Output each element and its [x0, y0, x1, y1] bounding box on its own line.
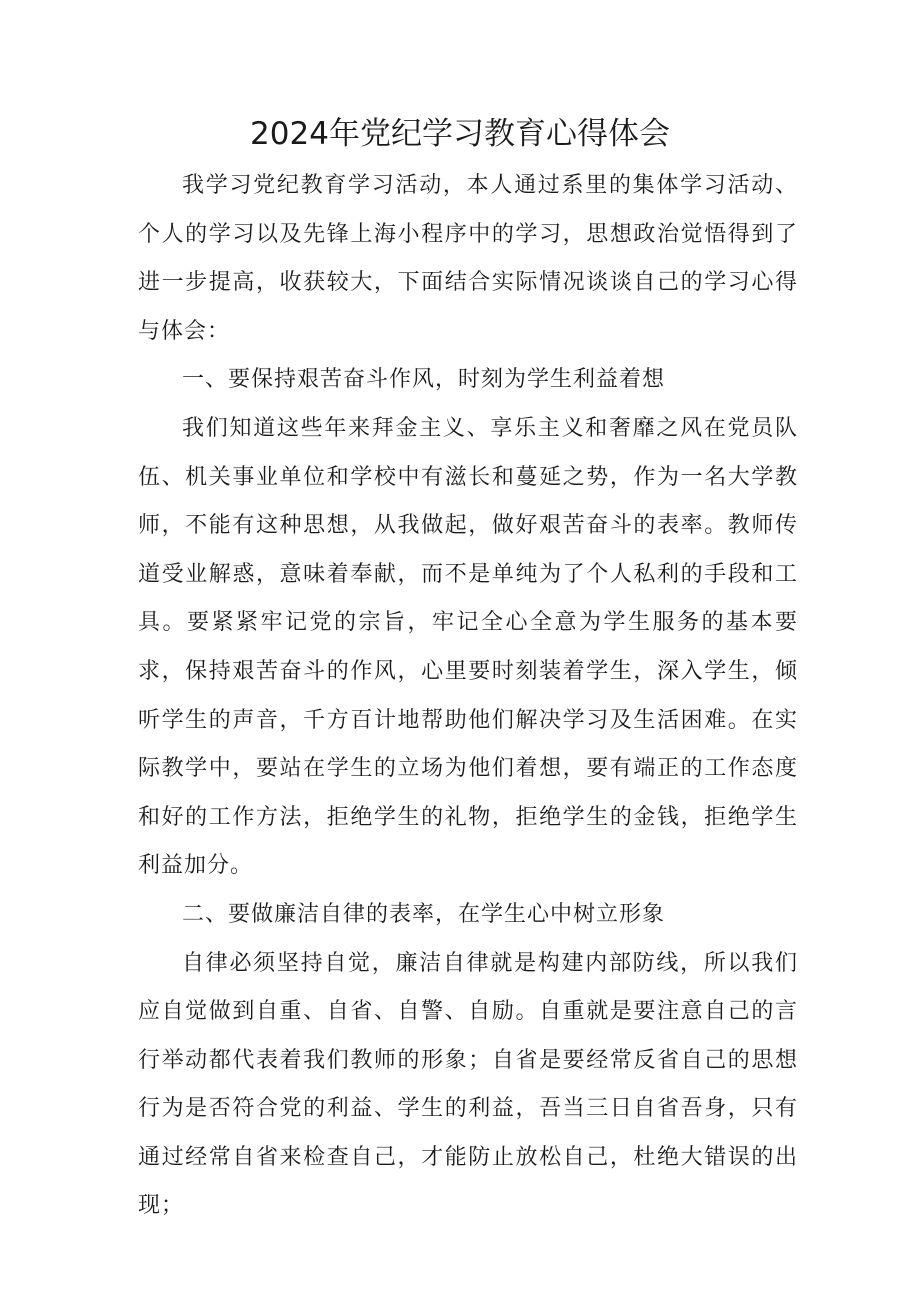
intro-paragraph: 我学习党纪教育学习活动，本人通过系里的集体学习活动、个人的学习以及先锋上海小程序中的学习，思想政治觉悟得到了进一步提高，收获较大，下面结合实际情况谈谈自己的学习心得与体会： [138, 173, 798, 344]
section-paragraph-1: 我们知道这些年来拜金主义、享乐主义和奢靡之风在党员队伍、机关事业单位和学校中有滋长和蔓延之势，作为一名大学教师，不能有这种思想，从我做起，做好艰苦奋斗的表率。教师传道受业解惑，意味着奉献，而不是单纯为了个人私利的手段和工具。要紧紧牢记党的宗旨，牢记全心全意为学生服务的基本要求，保持艰苦奋斗的作风，心里要时刻装着学生，深入学生，倾听学生的声音，千方百计地帮助他们解决学习及生活困难。在实际教学中，要站在学生的立场为他们着想，要有端正的工作态度和好的工作方法，拒绝学生的礼物，拒绝学生的金钱，拒绝学生利益加分。 [138, 415, 798, 879]
section-heading-2: 二、要做廉洁自律的表率，在学生心中树立形象 [182, 901, 666, 927]
section-paragraph-2: 自律必须坚持自觉，廉洁自律就是构建内部防线，所以我们应自觉做到自重、自省、自警、自励。自重就是要注意自己的言行举动都代表着我们教师的形象；自省是要经常反省自己的思想行为是否符合党的利益、学生的利益，吾当三日自省吾身，只有通过经常自省来检查自己，才能防止放松自己，杜绝大错误的出现； [138, 950, 798, 1219]
section-heading-1: 一、要保持艰苦奋斗作风，时刻为学生利益着想 [182, 367, 666, 393]
document-body [138, 162, 798, 1231]
document-title: 2024年党纪学习教育心得体会 [250, 116, 670, 152]
